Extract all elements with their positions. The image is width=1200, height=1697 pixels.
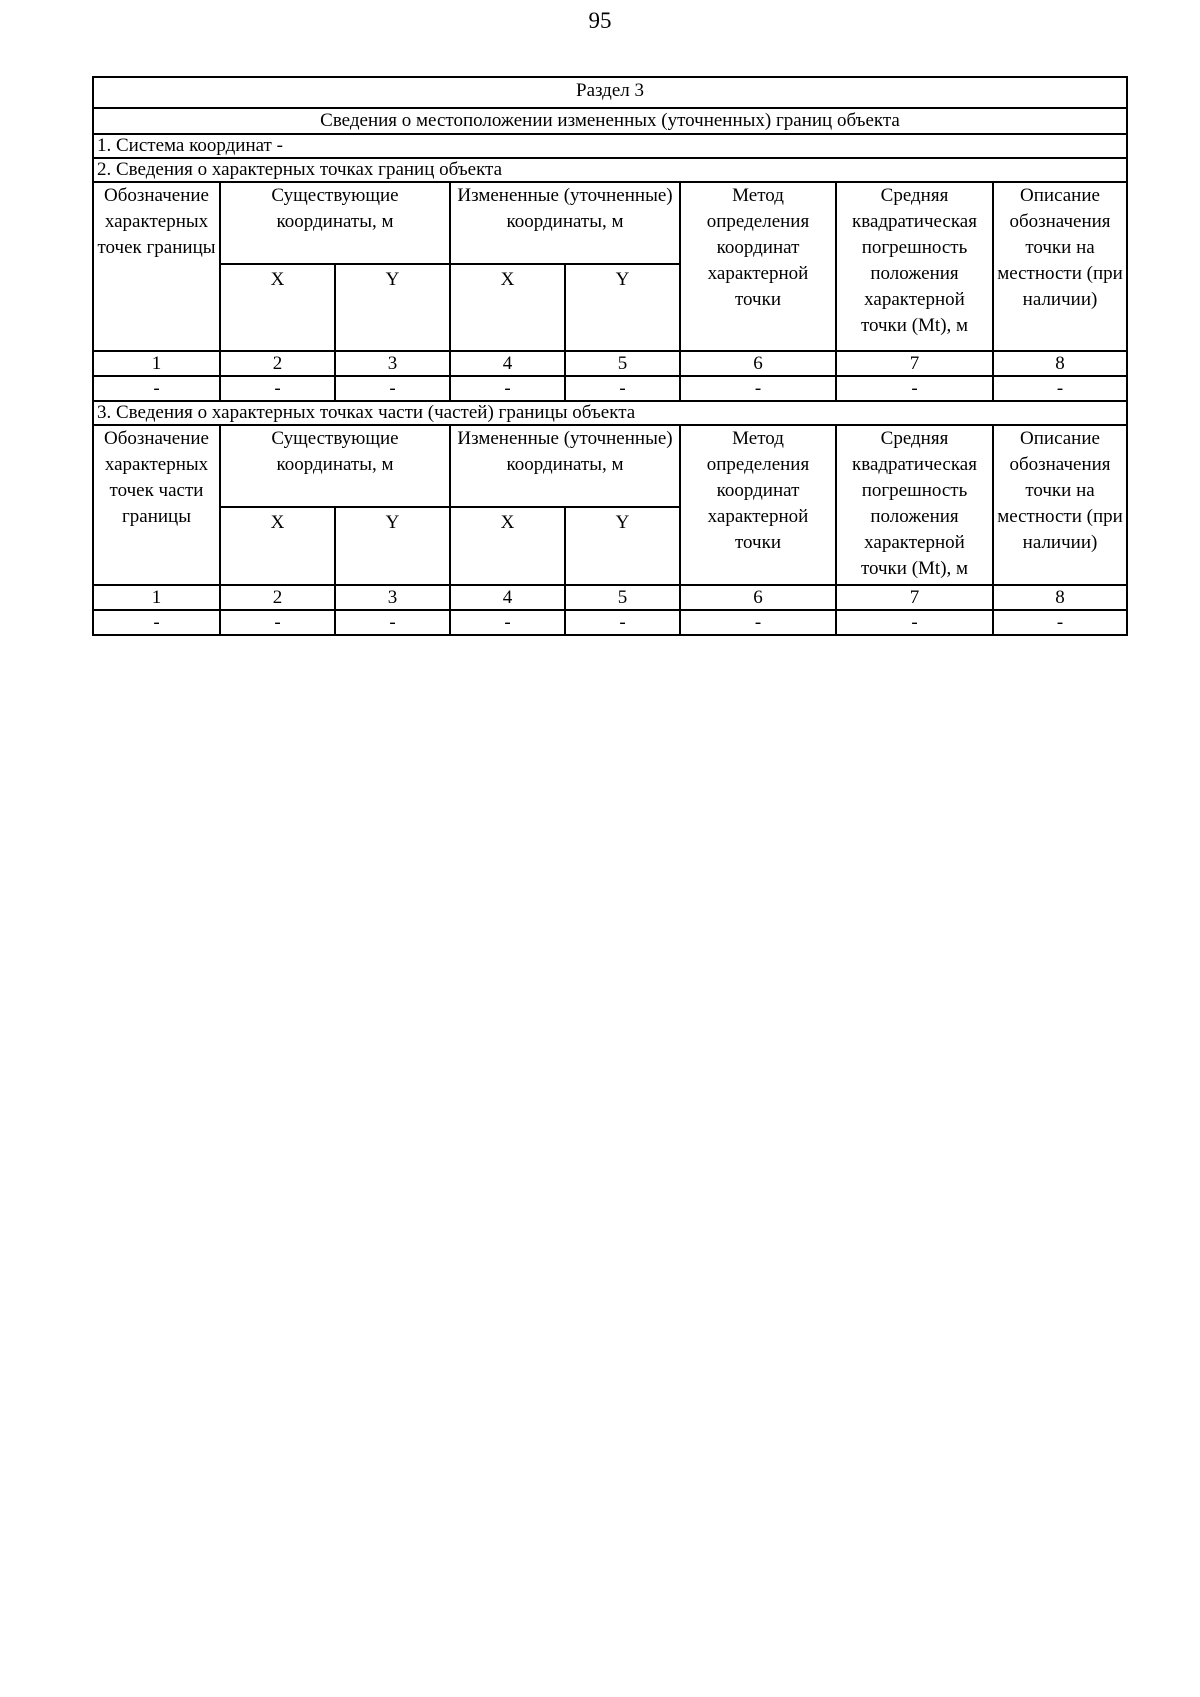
part2-column-number: 3 <box>335 351 450 376</box>
part2-header-existing: Существующие координаты, м <box>220 182 450 264</box>
part3-header-y-changed: Y <box>565 507 680 585</box>
table-cell: - <box>836 610 993 635</box>
part3-header-method: Метод определения координат характерной точки <box>680 425 836 585</box>
table-cell: - <box>220 376 335 401</box>
part3-column-number: 8 <box>993 585 1127 610</box>
table-cell: - <box>680 610 836 635</box>
part3-header-x-changed: X <box>450 507 565 585</box>
table-cell: - <box>680 376 836 401</box>
part3-column-number: 1 <box>93 585 220 610</box>
part2-column-number: 7 <box>836 351 993 376</box>
part2-header-x-changed: X <box>450 264 565 351</box>
table-cell: - <box>450 610 565 635</box>
part3-column-number: 7 <box>836 585 993 610</box>
part2-title: 2. Сведения о характерных точках границ объекта <box>93 158 1127 182</box>
part2-header-description: Описание обозначения точки на местности (при наличии) <box>993 182 1127 351</box>
part3-column-number: 5 <box>565 585 680 610</box>
part2-header-designation: Обозначение характерных точек границы <box>93 182 220 351</box>
part3-header-description: Описание обозначения точки на местности (при наличии) <box>993 425 1127 585</box>
table-cell: - <box>450 376 565 401</box>
part2-header-changed: Измененные (уточненные) координаты, м <box>450 182 680 264</box>
table-cell: - <box>93 610 220 635</box>
part2-column-number: 8 <box>993 351 1127 376</box>
part3-column-number: 3 <box>335 585 450 610</box>
page-number: 95 <box>588 8 612 33</box>
part3-header-error: Средняя квадратическая погрешность положения характерной точки (Mt), м <box>836 425 993 585</box>
part2-column-number: 1 <box>93 351 220 376</box>
part3-header-y-existing: Y <box>335 507 450 585</box>
coordinate-system: 1. Система координат - <box>93 134 1127 158</box>
section-3-table <box>92 76 1128 636</box>
part2-column-number: 4 <box>450 351 565 376</box>
table-cell: - <box>93 376 220 401</box>
table-cell: - <box>993 376 1127 401</box>
table-cell: - <box>565 610 680 635</box>
part3-column-number: 4 <box>450 585 565 610</box>
section-subtitle: Сведения о местоположении измененных (уточненных) границ объекта <box>93 108 1127 134</box>
part3-header-changed: Измененные (уточненные) координаты, м <box>450 425 680 507</box>
table-cell: - <box>335 376 450 401</box>
part2-header-method: Метод определения координат характерной точки <box>680 182 836 351</box>
part3-header-x-existing: X <box>220 507 335 585</box>
table-cell: - <box>565 376 680 401</box>
section-title: Раздел 3 <box>93 77 1127 108</box>
part3-header-designation: Обозначение характерных точек части границы <box>93 425 220 585</box>
part3-column-number: 6 <box>680 585 836 610</box>
part2-column-number: 5 <box>565 351 680 376</box>
table-cell: - <box>335 610 450 635</box>
part2-header-y-existing: Y <box>335 264 450 351</box>
part2-header-error: Средняя квадратическая погрешность положения характерной точки (Mt), м <box>836 182 993 351</box>
table-row <box>93 610 1127 635</box>
table-row <box>93 376 1127 401</box>
part3-column-number: 2 <box>220 585 335 610</box>
part3-title: 3. Сведения о характерных точках части (частей) границы объекта <box>93 401 1127 425</box>
part3-header-existing: Существующие координаты, м <box>220 425 450 507</box>
part2-header-y-changed: Y <box>565 264 680 351</box>
table-cell: - <box>836 376 993 401</box>
table-cell: - <box>993 610 1127 635</box>
part2-column-number: 2 <box>220 351 335 376</box>
table-cell: - <box>220 610 335 635</box>
part2-header-x-existing: X <box>220 264 335 351</box>
part2-column-number: 6 <box>680 351 836 376</box>
